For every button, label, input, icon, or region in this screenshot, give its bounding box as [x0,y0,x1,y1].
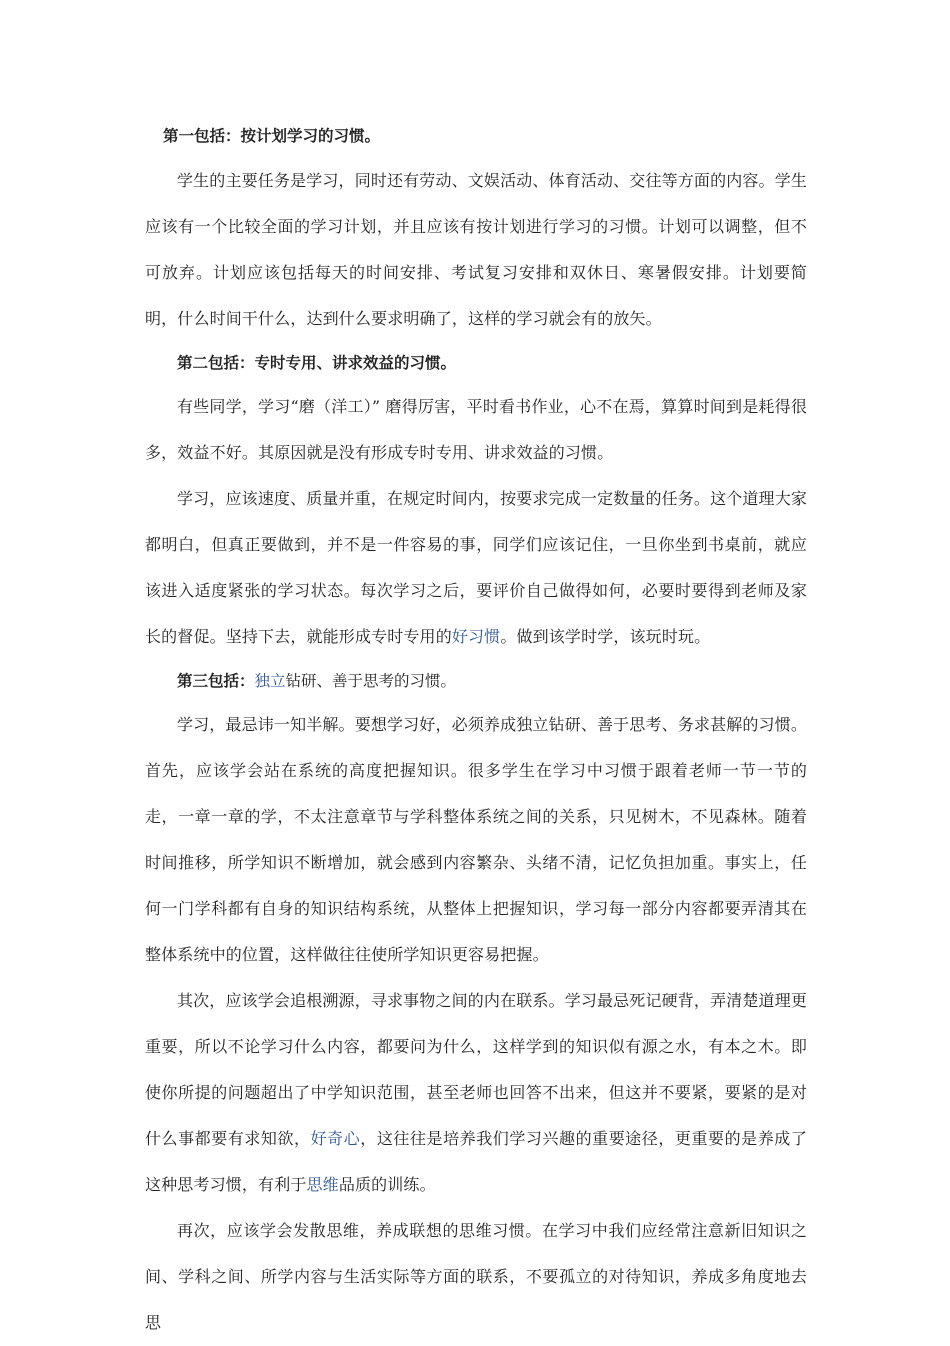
paragraph-5-text-b: ，这往往是培养我们学习兴趣的重要途径，更重要的是养成了这种思考习惯，有利于 [145,1129,807,1194]
paragraph-3-text-b: 。做到该学时学，该玩时玩。 [500,627,711,646]
paragraph-2: 有些同学，学习“磨（洋工）” 磨得厉害，平时看书作业，心不在焉，算算时间到是耗得很多，效益不好。其原因就是没有形成专时专用、讲求效益的习惯。 [145,397,807,462]
paragraph-5-text-a: 其次，应该学会追根溯源，寻求事物之间的内在联系。学习最忌死记硬背，弄清楚道理更重要，所以不论学习什么内容，都要问为什么，这样学到的知识似有源之水，有本之木。即使你所提的问题超出了中学知识范围，甚至老师也回答不出来，但这并不要紧，要紧的是对什么事都要有求知欲， [145,991,807,1148]
paragraph-6: 再次，应该学会发散思维，养成联想的思维习惯。在学习中我们应经常注意新旧知识之间、学科之间、所学内容与生活实际等方面的联系，不要孤立的对待知识，养成多角度地去思 [145,1221,807,1332]
section-heading-2: 第二包括：专时专用、讲求效益的习惯。 [177,353,457,372]
paragraph-4: 学习，最忌讳一知半解。要想学习好，必须养成独立钻研、善于思考、务求甚解的习惯。首先，应该学会站在系统的高度把握知识。很多学生在学习中习惯于跟着老师一节一节的走，一章一章的学，不太注意章节与学科整体系统之间的关系，只见树木，不见森林。随着时间推移，所学知识不断增加，就会感到内容繁杂、头绪不清，记忆负担加重。事实上，任何一门学科都有自身的知识结构系统，从整体上把握知识，学习每一部分内容都要弄清其在整体系统中的位置，这样做往往使所学知识更容易把握。 [145,715,807,964]
link-good-habit[interactable]: 好习惯 [451,627,501,646]
link-thinking[interactable]: 思维 [306,1175,339,1194]
paragraph-5 [145,978,807,1208]
paragraph-5-text-c: 品质的训练。 [338,1175,436,1194]
section-heading-1: 第一包括：按计划学习的习惯。 [163,126,381,145]
link-curiosity[interactable]: 好奇心 [310,1129,361,1148]
paragraph-3 [145,476,807,660]
document-body [145,118,807,1346]
paragraph-1: 学生的主要任务是学习，同时还有劳动、文娱活动、体育活动、交往等方面的内容。学生应该有一个比较全面的学习计划，并且应该有按计划进行学习的习惯。计划可以调整，但不可放弃。计划应该包括每天的时间安排、考试复习安排和双休日、寒暑假安排。计划要简明，什么时间干什么，达到什么要求明确了，这样的学习就会有的放矢。 [145,171,807,328]
section-heading-3-rest: 钻研、善于思考的习惯。 [285,672,457,690]
link-independent[interactable]: 独立 [254,672,286,690]
paragraph-3-text-a: 学习，应该速度、质量并重，在规定时间内，按要求完成一定数量的任务。这个道理大家都明白，但真正要做到，并不是一件容易的事，同学们应该记住，一旦你坐到书桌前，就应该进入适度紧张的学习状态。每次学习之后，要评价自己做得如何，必要时要得到老师及家长的督促。坚持下去，就能形成专时专用的 [145,489,807,646]
section-heading-3 [145,660,807,702]
section-heading-3-label: 第三包括： [177,671,255,690]
